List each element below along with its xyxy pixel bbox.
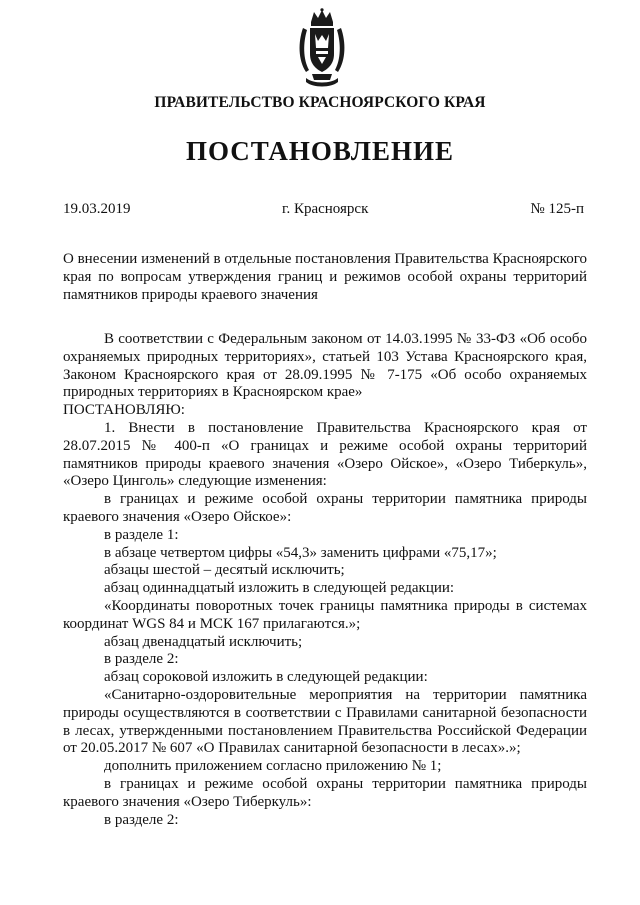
paragraph: «Координаты поворотных точек границы памятника природы в системах координат WGS 84 и МСК 167 прилагаются.»; [63, 597, 587, 632]
document-type-title: ПОСТАНОВЛЕНИЕ [185, 136, 455, 166]
paragraph: абзац двенадцатый исключить; [104, 633, 303, 650]
paragraph: в разделе 2: [104, 811, 179, 828]
paragraph: ПОСТАНОВЛЯЮ: [63, 402, 185, 419]
document-date: 19.03.2019 [63, 201, 131, 217]
document-heading-block [63, 251, 587, 304]
paragraph: в разделе 1: [104, 526, 179, 543]
paragraph: в границах и режиме особой охраны территории памятника природы краевого значения «Озеро Ойское»: [63, 491, 587, 525]
document-city: г. Красноярск [282, 201, 369, 217]
paragraph: абзац одиннадцатый изложить в следующей редакции: [104, 580, 455, 597]
paragraph: в разделе 2: [104, 651, 179, 668]
paragraph: дополнить приложением согласно приложению № 1; [104, 758, 442, 775]
paragraph: в абзаце четвертом цифры «54,3» заменить цифрами «75,17»; [104, 544, 497, 561]
paragraph: абзац сороковой изложить в следующей редакции: [104, 669, 428, 686]
paragraph: 1. Внести в постановление Правительства Красноярского края от 28.07.2015 № 400-п «О границах и режиме особой охраны территорий памятников природы краевого значения «Озеро Ойское», «Озеро Тиберкуль», «Озеро Цинголь» следующие изменения: [63, 419, 587, 490]
paragraph: абзацы шестой – десятый исключить; [104, 562, 345, 579]
government-name: ПРАВИТЕЛЬСТВО КРАСНОЯРСКОГО КРАЯ [154, 94, 486, 111]
document-heading: О внесении изменений в отдельные постановления Правительства Красноярского края по вопросам утверждения границ и режимов особой охраны территорий памятников природы краевого значения [63, 251, 587, 303]
document-body [63, 331, 587, 829]
krasnoyarsk-krai-coat-of-arms-icon [297, 8, 347, 88]
paragraph: «Санитарно-оздоровительные мероприятия на территории памятника природы осуществляются в соответствии с Правилами санитарной безопасности в лесах, утвержденными постановлением Правительства Российской Федерации от 20.05.2017 № 607 «О Правилах санитарной безопасности в лесах».»; [63, 686, 587, 757]
paragraph: В соответствии с Федеральным законом от 14.03.1995 № 33-ФЗ «Об особо охраняемых природных территориях», статьей 103 Устава Красноярского края, Законом Красноярского края от 28.09.1995 № 7-175 «Об особо охраняемых природных территориях в Красноярском крае» [63, 331, 587, 401]
paragraph: в границах и режиме особой охраны территории памятника природы краевого значения «Озеро Тиберкуль»: [63, 775, 587, 810]
document-number: № 125-п [530, 201, 584, 217]
